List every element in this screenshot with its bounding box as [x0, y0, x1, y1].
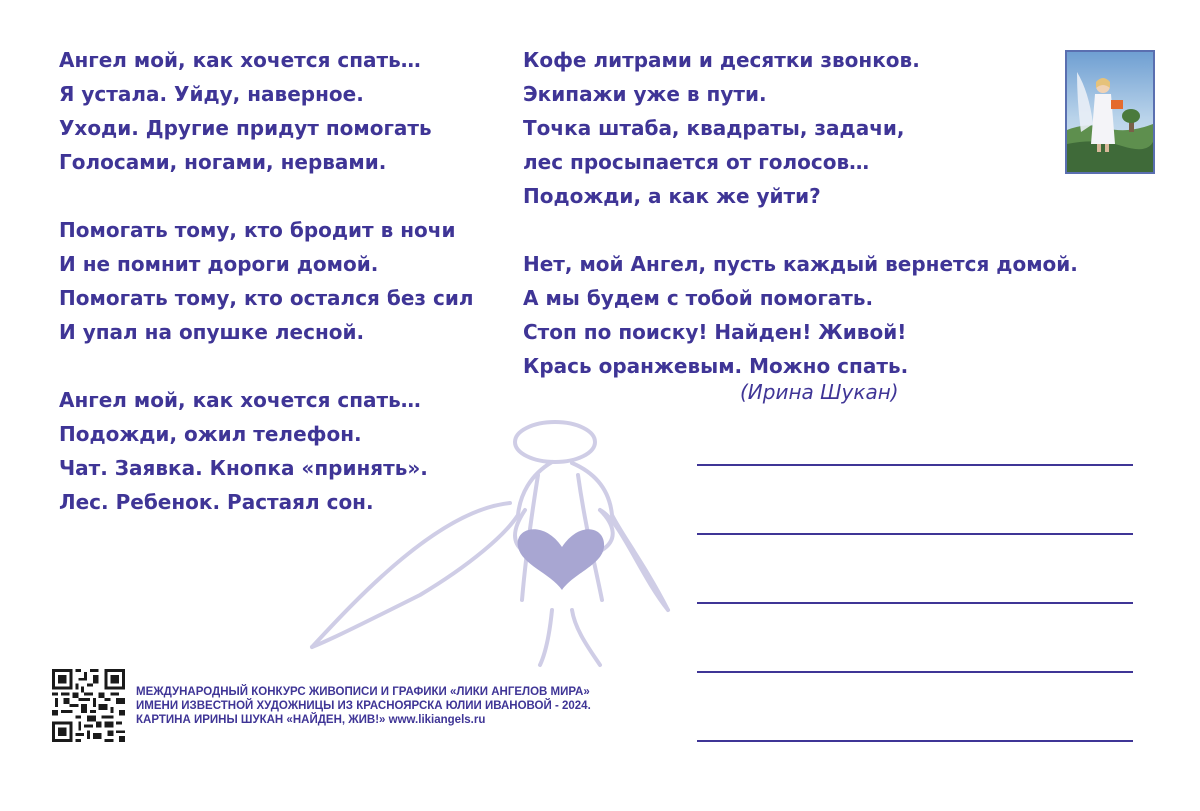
- address-line: [697, 533, 1133, 535]
- footer-line: МЕЖДУНАРОДНЫЙ КОНКУРС ЖИВОПИСИ И ГРАФИКИ «ЛИКИ АНГЕЛОВ МИРА»: [136, 686, 590, 698]
- stanza: [523, 43, 1078, 213]
- address-line: [697, 464, 1133, 466]
- qr-code-icon: [52, 669, 125, 742]
- poem-line: И не помнит дороги домой.: [59, 252, 379, 276]
- poem-line: Я устала. Уйду, наверное.: [59, 82, 364, 106]
- heart-icon: [518, 529, 604, 590]
- poem-line: Ангел мой, как хочется спать…: [59, 388, 421, 412]
- poem-line: Подожди, а как же уйти?: [523, 184, 821, 208]
- poem-author: (Ирина Шукан): [740, 380, 899, 404]
- stanza: [59, 43, 473, 179]
- poem-line: Стоп по поиску! Найден! Живой!: [523, 320, 907, 344]
- poem-line: Лес. Ребенок. Растаял сон.: [59, 490, 374, 514]
- poem-line: Крась оранжевым. Можно спать.: [523, 354, 909, 378]
- poem-line: Кофе литрами и десятки звонков.: [523, 48, 920, 72]
- poem-line: Голосами, ногами, нервами.: [59, 150, 387, 174]
- address-line: [697, 602, 1133, 604]
- footer-line: ИМЕНИ ИЗВЕСТНОЙ ХУДОЖНИЦЫ ИЗ КРАСНОЯРСКА ЮЛИИ ИВАНОВОЙ - 2024.: [136, 700, 591, 712]
- poem-line: лес просыпается от голосов…: [523, 150, 870, 174]
- stanza: [59, 213, 473, 349]
- stamp-painting: [1065, 50, 1155, 174]
- poem-line: Подожди, ожил телефон.: [59, 422, 362, 446]
- angel-illustration: [300, 415, 680, 670]
- footer-credits: [136, 685, 591, 727]
- poem-line: Точка штаба, квадраты, задачи,: [523, 116, 905, 140]
- poem-right-column: [523, 43, 1078, 383]
- poem-line: Помогать тому, кто остался без сил: [59, 286, 474, 310]
- address-line: [697, 671, 1133, 673]
- poem-line: Нет, мой Ангел, пусть каждый вернется домой.: [523, 252, 1078, 276]
- footer-line: КАРТИНА ИРИНЫ ШУКАН «НАЙДЕН, ЖИВ!» www.likiangels.ru: [136, 714, 486, 726]
- stanza: [523, 247, 1078, 383]
- poem-line: И упал на опушке лесной.: [59, 320, 365, 344]
- address-line: [697, 740, 1133, 742]
- poem-line: А мы будем с тобой помогать.: [523, 286, 874, 310]
- poem-line: Экипажи уже в пути.: [523, 82, 767, 106]
- poem-line: Ангел мой, как хочется спать…: [59, 48, 421, 72]
- poem-line: Помогать тому, кто бродит в ночи: [59, 218, 456, 242]
- painting-image: [1067, 52, 1153, 172]
- poem-line: Уходи. Другие придут помогать: [59, 116, 432, 140]
- poem-line: Чат. Заявка. Кнопка «принять».: [59, 456, 428, 480]
